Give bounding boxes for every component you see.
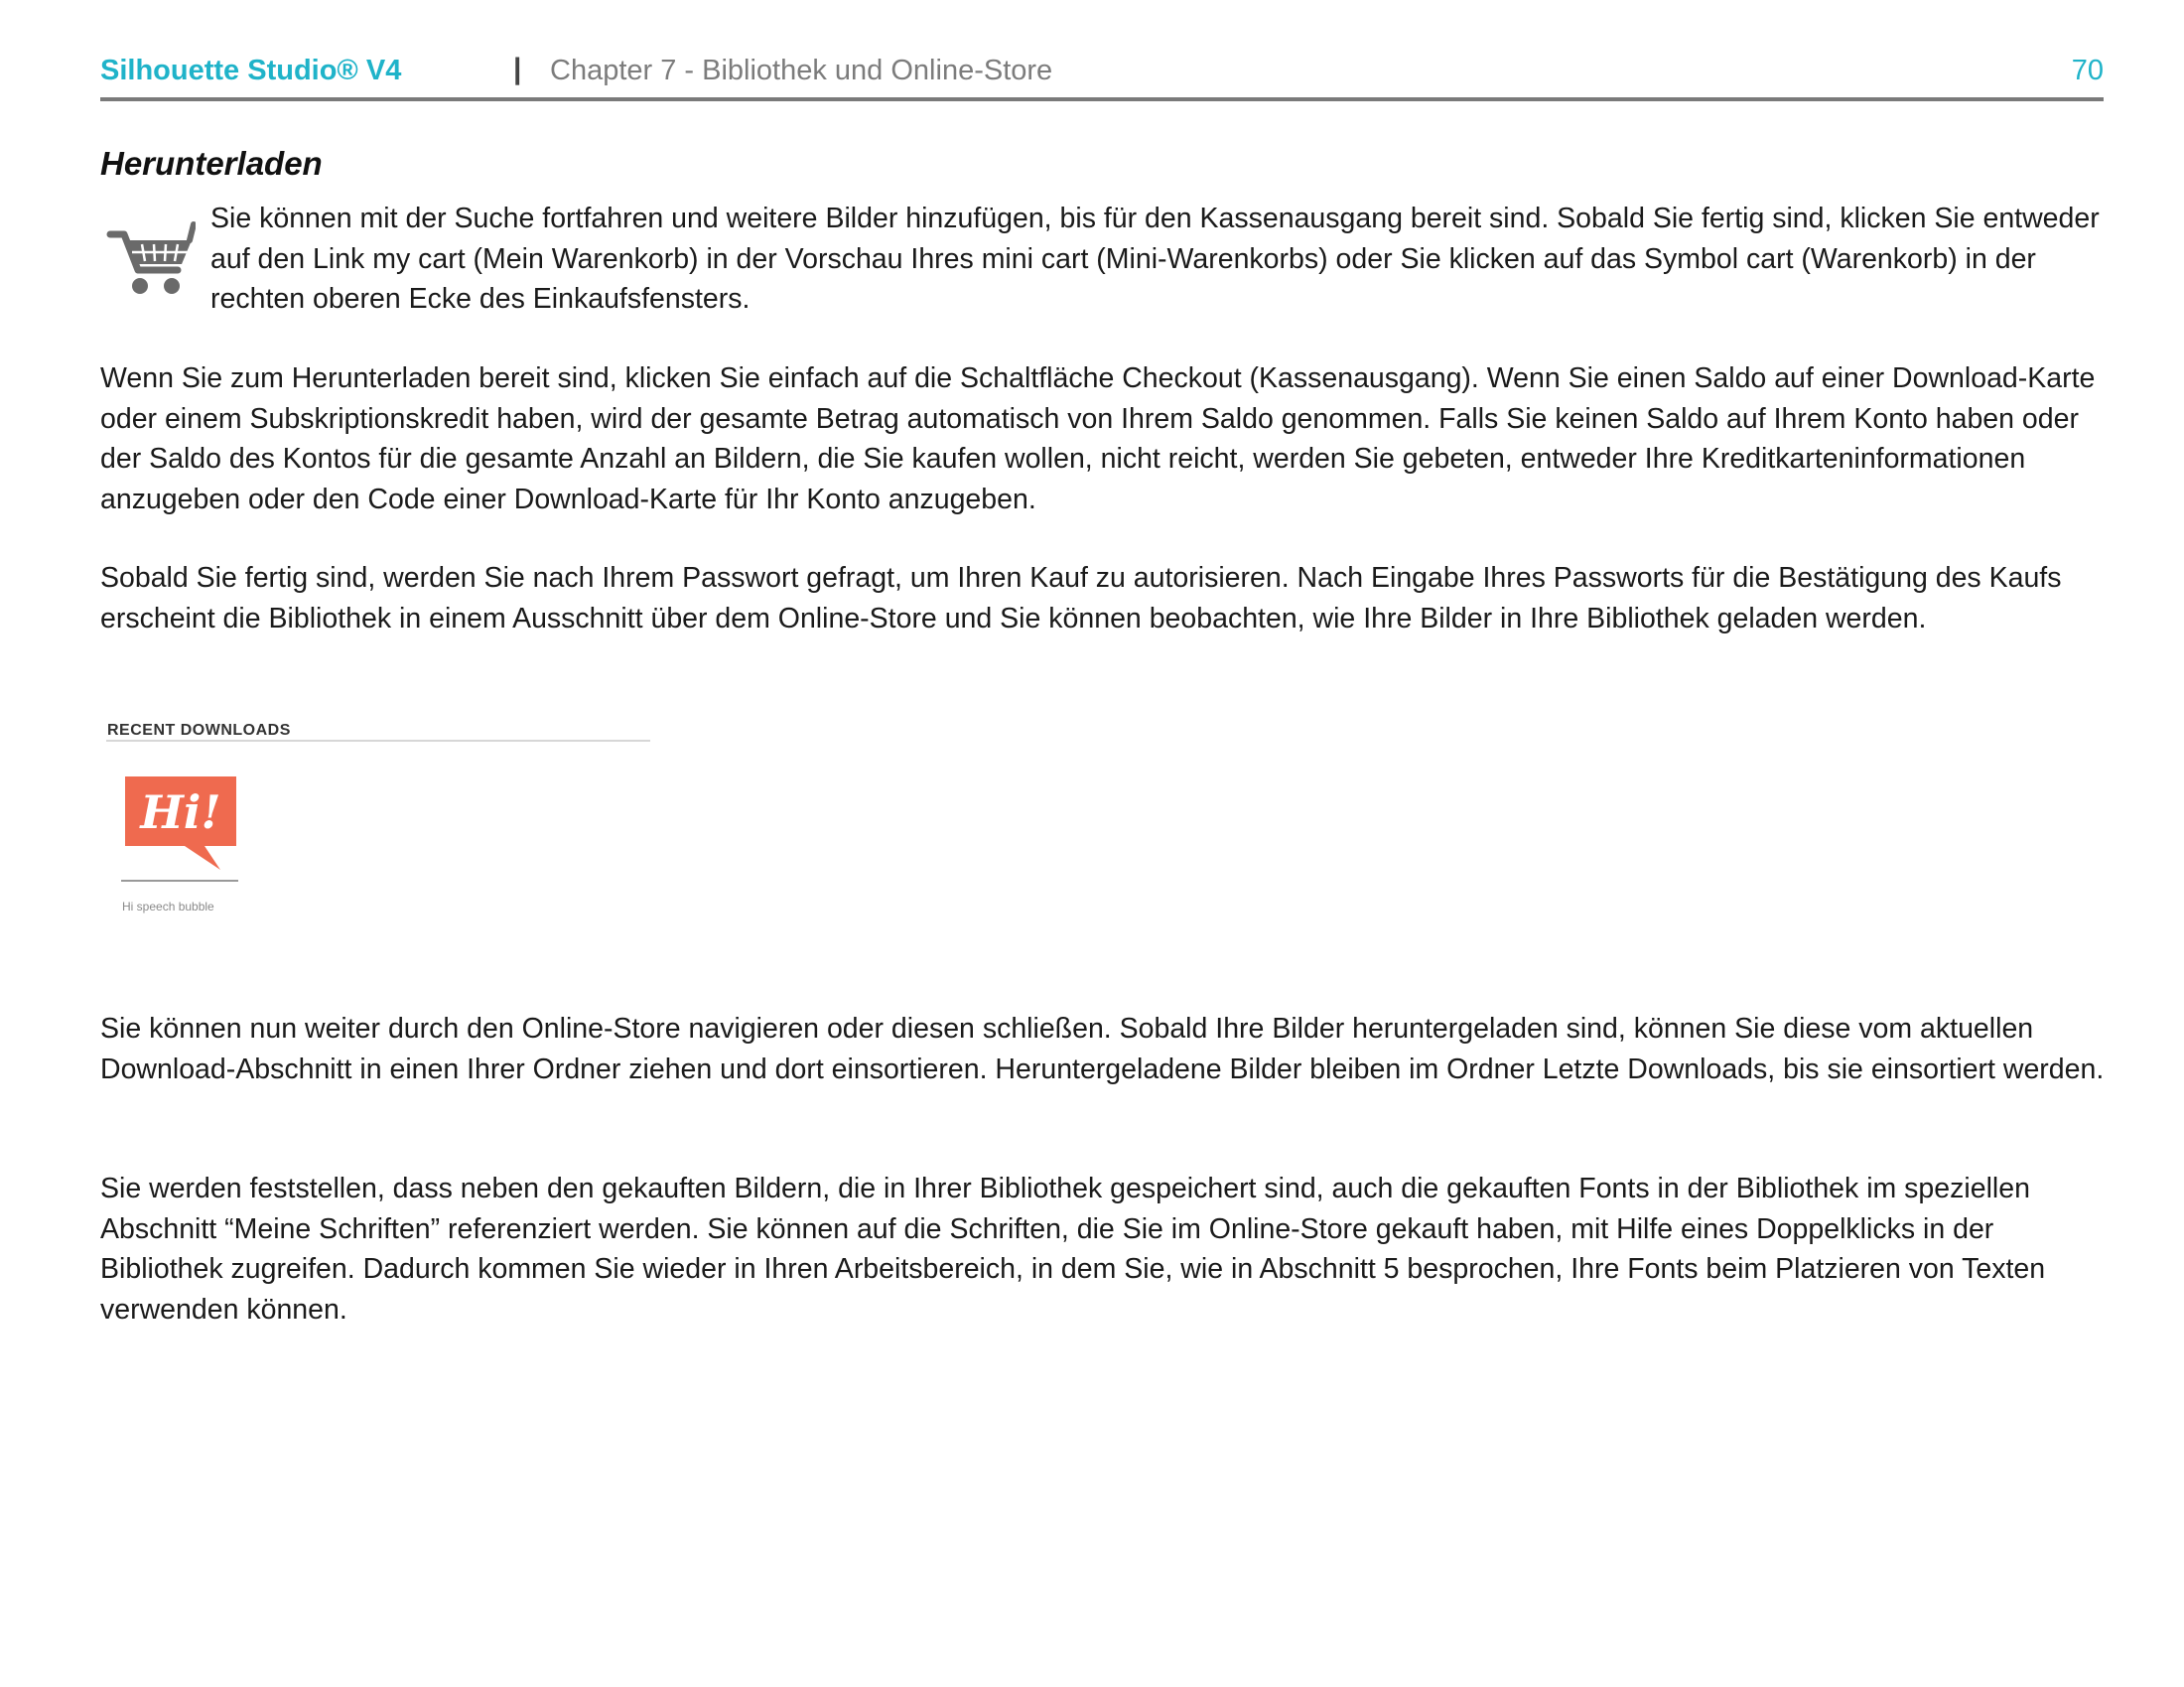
recent-downloads-divider [106, 740, 650, 742]
paragraph-checkout: Wenn Sie zum Herunterladen bereit sind, klicken Sie einfach auf die Schaltfläche Checkout (Kassenausgang). Wenn Sie einen Saldo auf einer Download-Karte oder einem Subskriptionskredit haben, wird der gesamte Betrag automatisch von Ihrem Saldo genommen. Falls Sie keinen Saldo auf Ihrem Konto haben oder der Saldo des Kontos für die gesamte Anzahl an Bildern, die Sie kaufen wollen, nicht reicht, werden Sie gebeten, entweder Ihre Kreditkarteninformationen anzugeben oder den Code einer Download-Karte für Ihr Konto anzugeben. [100, 362, 2096, 515]
recent-downloads-title: RECENT DOWNLOADS [107, 722, 291, 739]
paragraph-search-and-cart: Sie können mit der Suche fortfahren und weitere Bilder hinzufügen, bis für den Kassenausgang bereit sind. Sobald Sie fertig sind, klicken Sie entweder auf den Link my cart (Mein Warenkorb) in der Vorschau Ihres mini cart (Mini-Warenkorbs) oder Sie klicken auf das Symbol cart (Warenkorb) in der rechten oberen Ecke des Einkaufsfensters. [210, 203, 2100, 315]
paragraph-navigate-store: Sie können nun weiter durch den Online-Store navigieren oder diesen schließen. Sobald Ihre Bilder heruntergeladen sind, können Sie diese vom aktuellen Download-Abschnitt in einen Ihrer Ordner ziehen und dort einsortieren. Heruntergeladene Bilder bleiben im Ordner Letzte Downloads, bis sie einsortiert werden. [100, 1013, 2105, 1085]
shopping-cart-icon [106, 220, 196, 298]
thumbnail-divider [121, 880, 238, 882]
thumbnail-caption: Hi speech bubble [122, 900, 214, 914]
brand-title: Silhouette Studio® V4 [100, 55, 402, 86]
page-number: 70 [2071, 55, 2104, 86]
paragraph-fonts: Sie werden feststellen, dass neben den gekauften Bildern, die in Ihrer Bibliothek gespeichert sind, auch die gekauften Fonts in der Bibliothek im speziellen Abschnitt “Meine Schriften” referenziert werden. Sie können auf die Schriften, die Sie im Online-Store gekauft haben, mit Hilfe eines Doppelklicks in der Bibliothek zugreifen. Dadurch kommen Sie wieder in Ihren Arbeitsbereich, in dem Sie, wie in Abschnitt 5 besprochen, Ihre Fonts beim Platzieren von Texten verwenden können. [100, 1173, 2046, 1326]
hi-speech-bubble-thumbnail [121, 773, 240, 872]
hi-thumbnail-text: Hi! [140, 785, 221, 839]
paragraph-password: Sobald Sie fertig sind, werden Sie nach Ihrem Passwort gefragt, um Ihren Kauf zu autorisieren. Nach Eingabe Ihres Passworts für die Bestätigung des Kaufs erscheint die Bibliothek in einem Ausschnitt über dem Online-Store und Sie können beobachten, wie Ihre Bilder in Ihre Bibliothek geladen werden. [100, 562, 2062, 634]
page-header [100, 48, 2104, 93]
section-heading: Herunterladen [100, 145, 323, 182]
chapter-title: Chapter 7 - Bibliothek und Online-Store [550, 55, 1053, 86]
header-separator: | [513, 53, 522, 85]
header-rule [100, 97, 2104, 101]
